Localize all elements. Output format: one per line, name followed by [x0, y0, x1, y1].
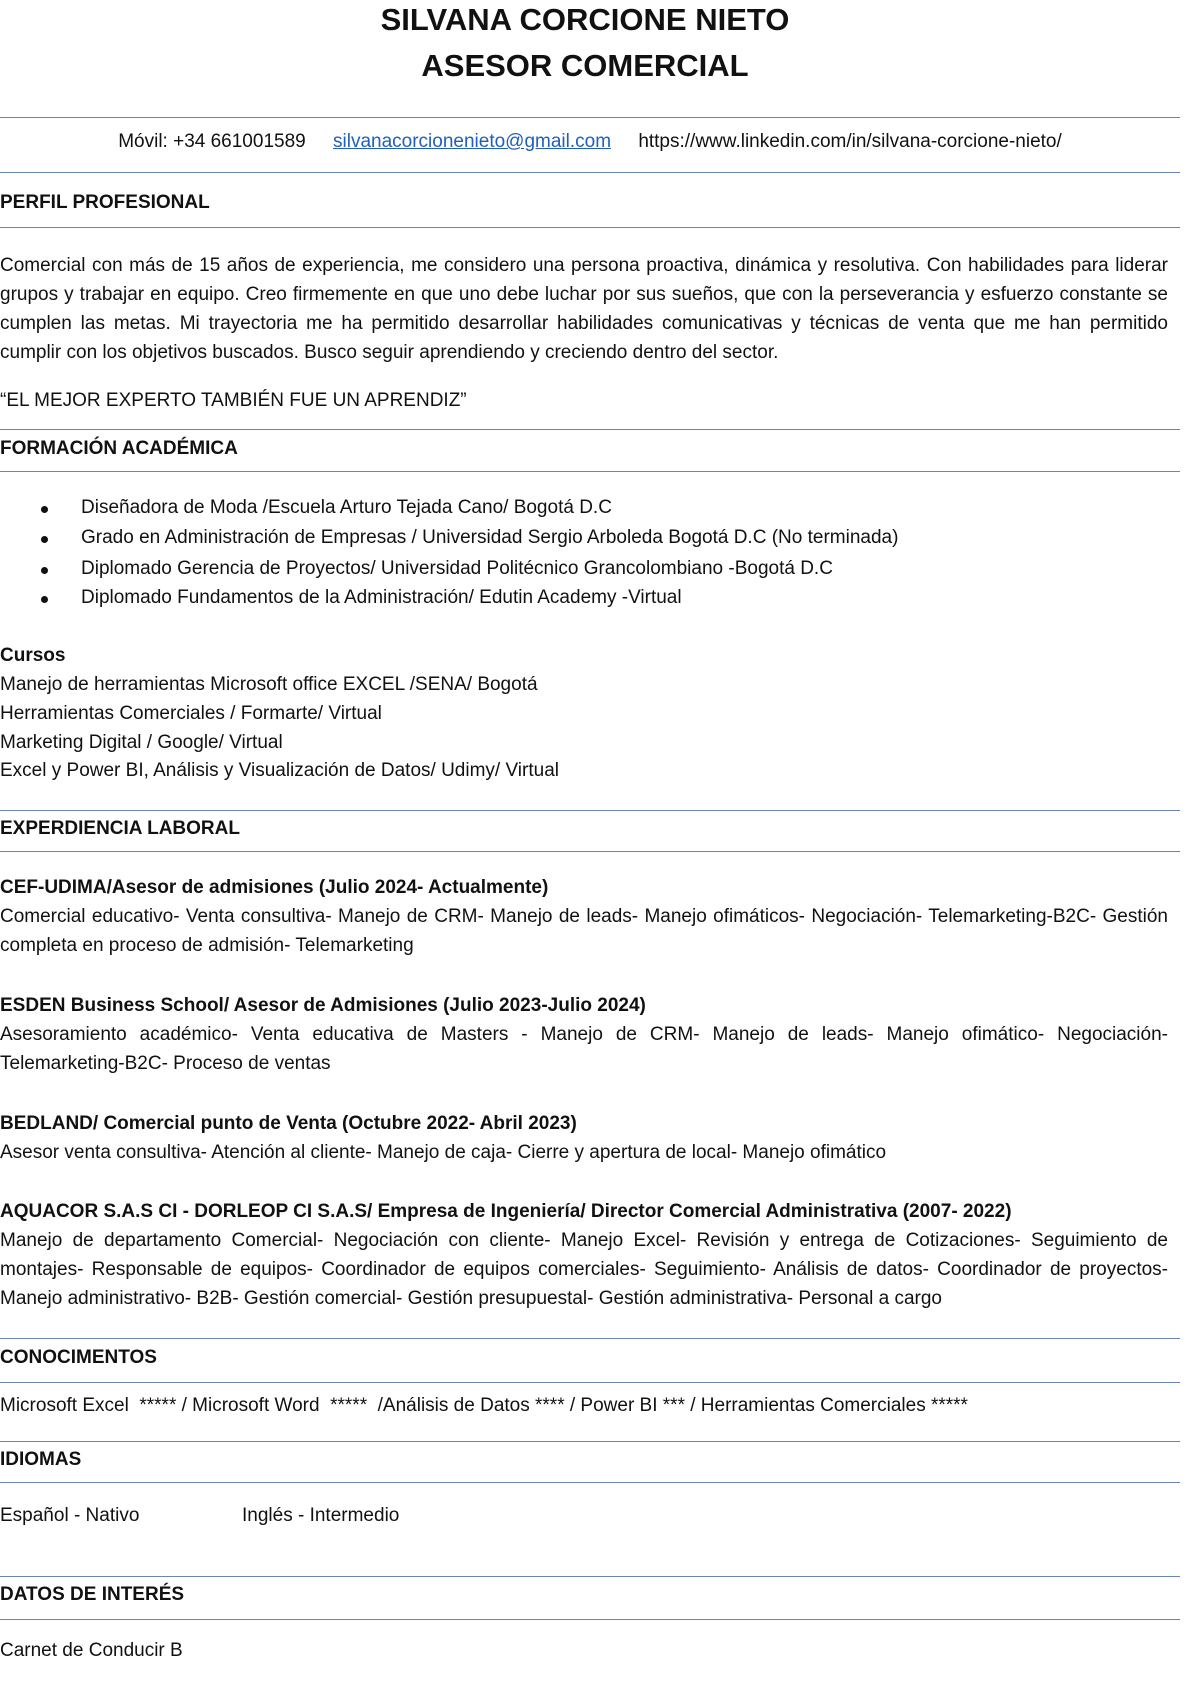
divider — [0, 1382, 1180, 1383]
divider — [0, 172, 1180, 173]
divider — [0, 1441, 1180, 1442]
divider — [0, 810, 1180, 811]
candidate-role: ASESOR COMERCIAL — [421, 48, 749, 83]
course-item: Excel y Power BI, Análisis y Visualización de Datos/ Udimy/ Virtual — [0, 760, 559, 781]
email-link[interactable]: silvanacorcionenieto@gmail.com — [333, 131, 612, 152]
profile-text: Comercial con más de 15 años de experiencia, me considero una persona proactiva, dinámica y resolutiva. Con habilidades para liderar grupos y trabajar en equipo. Creo firmemente en que uno debe luchar por sus sueños, que con la perseverancia y esfuerzo constante se cumplen las metas. Mi trayectoria me ha permitido desarrollar habilidades comunicativas y técnicas de venta que me han permitido cumplir con los objetivos buscados. Busco seguir aprendiendo y creciendo dentro del sector. — [0, 255, 1168, 363]
section-heading-education: FORMACIÓN ACADÉMICA — [0, 438, 238, 459]
profile-quote: “EL MEJOR EXPERTO TAMBIÉN FUE UN APRENDIZ” — [0, 390, 467, 411]
course-item: Manejo de herramientas Microsoft office EXCEL /SENA/ Bogotá — [0, 674, 538, 695]
interest-item: Carnet de Conducir B — [0, 1640, 183, 1661]
section-heading-languages: IDIOMAS — [0, 1449, 82, 1470]
phone: Móvil: +34 661001589 — [118, 131, 306, 152]
job-title: ESDEN Business School/ Asesor de Admisiones (Julio 2023-Julio 2024) — [0, 995, 646, 1016]
divider — [0, 1576, 1180, 1577]
job-description: Manejo de departamento Comercial- Negociación con cliente- Manejo Excel- Revisión y entrega de Cotizaciones- Seguimiento de montajes- Responsable de equipos- Coordinador de equipos comerciales- Seguimiento- Análisis de datos- Coordinador de proyectos- Manejo administrativo- B2B- Gestión comercial- Gestión presupuestal- Gestión administrativa- Personal a cargo — [0, 1230, 1168, 1309]
section-heading-interests: DATOS DE INTERÉS — [0, 1584, 185, 1605]
divider — [0, 471, 1180, 472]
job-description: Comercial educativo- Venta consultiva- Manejo de CRM- Manejo de leads- Manejo ofimáticos- Negociación- Telemarketing-B2C- Gestión completa en proceso de admisión- Telemarketing — [0, 906, 1168, 956]
divider — [0, 429, 1180, 430]
bullet-icon — [41, 506, 48, 513]
job-title: AQUACOR S.A.S CI - DORLEOP CI S.A.S/ Empresa de Ingeniería/ Director Comercial Administrativa (2007- 2022) — [0, 1201, 1012, 1222]
job-title: BEDLAND/ Comercial punto de Venta (Octubre 2022- Abril 2023) — [0, 1113, 577, 1134]
section-heading-profile: PERFIL PROFESIONAL — [0, 192, 210, 213]
bullet-icon — [41, 596, 48, 603]
contact-line — [0, 131, 1180, 153]
linkedin-url: https://www.linkedin.com/in/silvana-corcione-nieto/ — [638, 131, 1062, 152]
courses-heading: Cursos — [0, 645, 66, 666]
cv-page: SILVANA CORCIONE NIETO ASESOR COMERCIAL Móvil: +34 661001589 silvanacorcionenieto@gmail.com https://www.linkedin.com/in/silvana-corcione-nieto/ PERFIL PROFESIONAL Comercial con más de 15 años de experiencia, me considero una persona proactiva, dinámica y resolutiva. Con habilidades para liderar grupos y trabajar en equipo. Creo firmemente en que uno debe luchar por sus sueños, que con la perseverancia y esfuerzo constante se cumplen las metas. Mi trayectoria me ha permitido desarrollar habilidades comunicativas y técnicas de venta que me han permitido cumplir con los objetivos buscados. Busco seguir aprendiendo y creciendo dentro del sector. “EL MEJOR EXPERTO TAMBIÉN FUE UN APRENDIZ” FORMACIÓN ACADÉMICA Diseñadora de Moda /Escuela Arturo Tejada Cano/ Bogotá D.C Grado en Administración de Empresas / Universidad Sergio Arboleda Bogotá D.C (No terminada) Diplomado Gerencia de Proyectos/ Universidad Politécnico Grancolombiano -Bogotá D.C Diplomado Fundamentos de la Administración/ Edutin Academy -Virtual Cursos Manejo de herramientas Microsoft office EXCEL /SENA/ Bogotá Herramientas Comerciales / Formarte/ Virtual Marketing Digital / Google/ Virtual Excel y Power BI, Análisis y Visualización de Datos/ Udimy/ Virtual EXPERDIENCIA LABORAL CEF-UDIMA/Asesor de admisiones (Julio 2024- Actualmente) Comercial educativo- Venta consultiva- Manejo de CRM- Manejo de leads- Manejo ofimáticos- Negociación- Telemarketing-B2C- Gestión completa en proceso de admisión- Telemarketing ESDEN Business School/ Asesor de Admisiones (Julio 2023-Julio 2024) Asesoramiento académico- Venta educativa de Masters - Manejo de CRM- Manejo de leads- Manejo ofimático- Negociación- Telemarketing-B2C- Proceso de ventas BEDLAND/ Comercial punto de Venta (Octubre 2022- Abril 2023) Asesor venta consultiva- Atención al cliente- Manejo de caja- Cierre y apertura de local- Manejo ofimático AQUACOR S.A.S CI - DORLEOP CI S.A.S/ Empresa de Ingeniería/ Director Comercial Administrativa (2007- 2022) Manejo de departamento Comercial- Negociación con cliente- Manejo Excel- Revisión y entrega de Cotizaciones- Seguimiento de montajes- Responsable de equipos- Coordinador de equipos comerciales- Seguimiento- Análisis de datos- Coordinador de proyectos- Manejo administrativo- B2B- Gestión comercial- Gestión presupuestal- Gestión administrativa- Personal a cargo CONOCIMENTOS Microsoft Excel ***** / Microsoft Word ***** /Análisis de Datos **** / Power BI *** / Herramientas Comerciales ***** IDIOMAS Español - Nativo Inglés - Intermedio DATOS DE INTERÉS Carnet de Conducir B — [0, 0, 1186, 1701]
course-item: Marketing Digital / Google/ Virtual — [0, 732, 283, 753]
job-description: Asesoramiento académico- Venta educativa de Masters - Manejo de CRM- Manejo de leads- Manejo ofimático- Negociación- Telemarketing-B2C- Proceso de ventas — [0, 1024, 1168, 1074]
section-heading-skills: CONOCIMENTOS — [0, 1347, 157, 1368]
divider — [0, 851, 1180, 852]
divider — [0, 1338, 1180, 1339]
candidate-name: SILVANA CORCIONE NIETO — [380, 2, 790, 37]
bullet-icon — [41, 536, 48, 543]
language-english: Inglés - Intermedio — [242, 1505, 400, 1526]
job-description: Asesor venta consultiva- Atención al cliente- Manejo de caja- Cierre y apertura de local- Manejo ofimático — [0, 1142, 887, 1163]
language-spanish: Español - Nativo — [0, 1505, 140, 1526]
divider — [0, 1482, 1180, 1483]
divider — [0, 227, 1180, 228]
course-item: Herramientas Comerciales / Formarte/ Virtual — [0, 703, 382, 724]
skills-text: Microsoft Excel ***** / Microsoft Word ***** /Análisis de Datos **** / Power BI *** / Herramientas Comerciales ***** — [0, 1395, 968, 1416]
divider — [0, 117, 1180, 118]
job-title: CEF-UDIMA/Asesor de admisiones (Julio 2024- Actualmente) — [0, 877, 549, 898]
bullet-icon — [41, 567, 48, 574]
divider — [0, 1619, 1180, 1620]
section-heading-experience: EXPERDIENCIA LABORAL — [0, 818, 240, 839]
